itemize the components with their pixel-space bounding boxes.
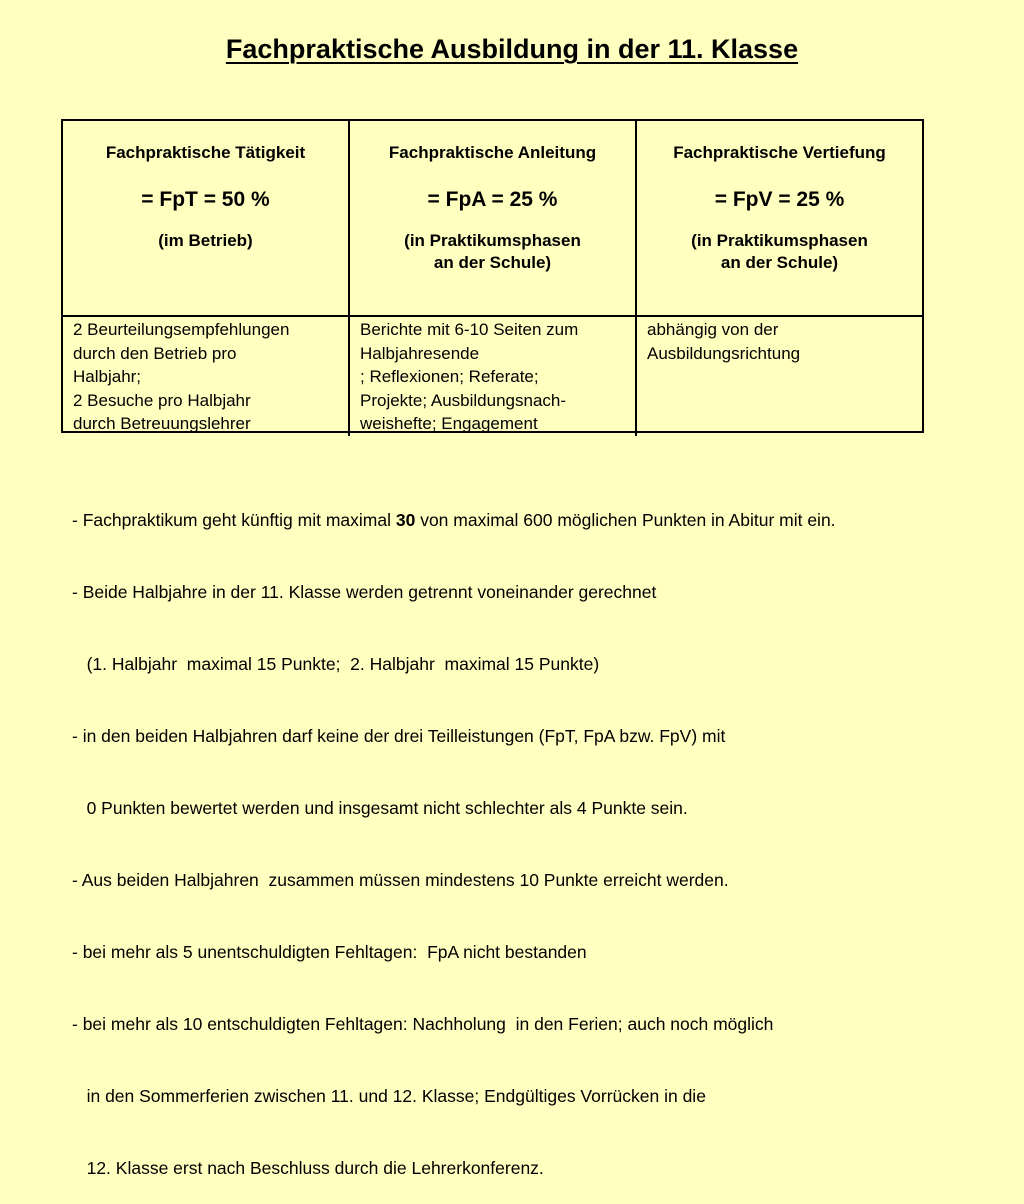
column-location: (in Praktikumsphasen an der Schule) xyxy=(404,231,581,272)
column-formula: = FpT = 50 % xyxy=(141,188,270,211)
column-location: (in Praktikumsphasen an der Schule) xyxy=(691,231,868,272)
note-line: - Aus beiden Halbjahren zusammen müssen mindestens 10 Punkte erreicht werden. xyxy=(72,870,729,890)
body-cell-fpt: 2 Beurteilungsempfehlungen durch den Betrieb pro Halbjahr; 2 Besuche pro Halbjahr durch Betreuungslehrer xyxy=(63,317,350,436)
column-header: Fachpraktische Tätigkeit xyxy=(105,143,306,162)
column-header: Fachpraktische Anleitung xyxy=(388,143,597,162)
note-text: von maximal 600 möglichen Punkten in Abitur mit ein. xyxy=(415,510,836,530)
note-line: 12. Klasse erst nach Beschluss durch die Lehrerkonferenz. xyxy=(72,1158,544,1178)
body-cell-fpv: abhängig von der Ausbildungsrichtung xyxy=(647,320,801,363)
max-points: 30 xyxy=(395,510,416,530)
header-cell-fpv xyxy=(637,121,922,317)
note-line: - in den beiden Halbjahren darf keine der drei Teilleistungen (FpT, FpA bzw. FpV) mit xyxy=(72,726,726,746)
note-line xyxy=(72,508,836,532)
note-line: - bei mehr als 5 unentschuldigten Fehltagen: FpA nicht bestanden xyxy=(72,942,587,962)
column-formula: = FpV = 25 % xyxy=(714,188,845,211)
notes-list xyxy=(72,460,836,1204)
column-location: (im Betrieb) xyxy=(158,231,253,250)
note-line: - bei mehr als 10 entschuldigten Fehltagen: Nachholung in den Ferien; auch noch möglich xyxy=(72,1014,774,1034)
note-line: 0 Punkten bewertet werden und insgesamt nicht schlechter als 4 Punkte sein. xyxy=(72,798,688,818)
components-table xyxy=(61,119,924,433)
note-line: (1. Halbjahr maximal 15 Punkte; 2. Halbjahr maximal 15 Punkte) xyxy=(72,654,600,674)
page-title: Fachpraktische Ausbildung in der 11. Klasse xyxy=(225,34,799,64)
note-line: - Beide Halbjahre in der 11. Klasse werden getrennt voneinander gerechnet xyxy=(72,582,657,602)
header-cell-fpt xyxy=(63,121,350,317)
note-line: in den Sommerferien zwischen 11. und 12. Klasse; Endgültiges Vorrücken in die xyxy=(72,1086,706,1106)
note-text: - Fachpraktikum geht künftig mit maximal xyxy=(72,510,396,530)
header-cell-fpa xyxy=(350,121,637,317)
body-cell-fpa: Berichte mit 6-10 Seiten zum Halbjahresende ; Reflexionen; Referate; Projekte; Ausbildungsnach- weishefte; Engagement xyxy=(350,317,637,436)
column-formula: = FpA = 25 % xyxy=(427,188,558,211)
column-header: Fachpraktische Vertiefung xyxy=(673,143,886,162)
